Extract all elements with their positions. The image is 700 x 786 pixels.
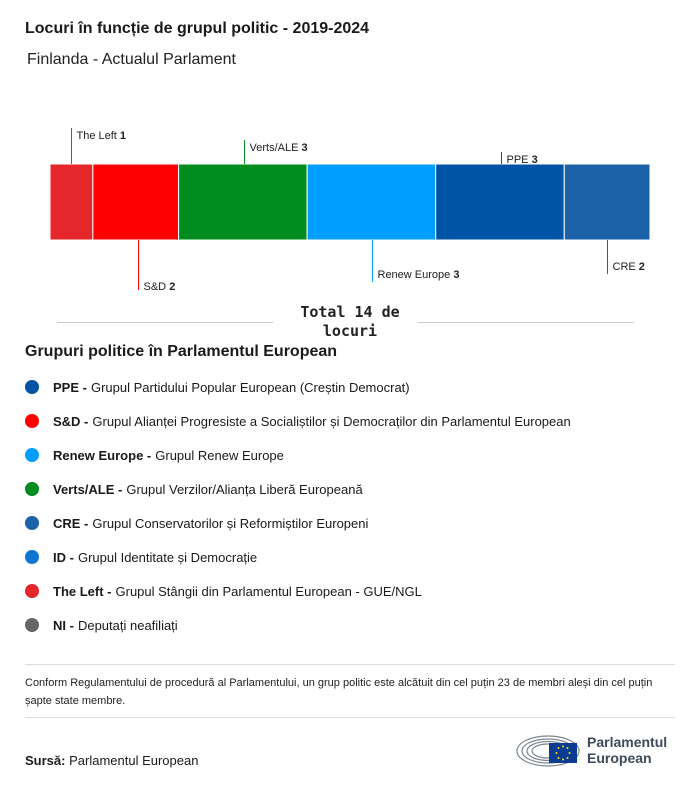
legend-title: Grupuri politice în Parlamentul European	[25, 343, 338, 360]
european-parliament-logo	[515, 727, 680, 771]
data-label-the-left: The Left 1	[76, 130, 127, 142]
footnote: Conform Regulamentului de procedură al Parlamentului, un grup politic este alcătuit din cel puțin 23 de membri aleși din cel puțin șapte state membre.	[25, 677, 653, 707]
legend-abbreviation: ID -	[53, 549, 74, 565]
legend-color-dot	[25, 414, 39, 428]
legend-color-dot	[25, 550, 39, 564]
legend-color-dot	[25, 482, 39, 496]
legend-group-name: Deputați neafiliați	[77, 617, 178, 633]
logo-text: Parlamentul European	[587, 734, 668, 766]
legend	[25, 370, 571, 642]
hemicycle-icon	[515, 727, 581, 771]
legend-abbreviation: NI -	[53, 617, 74, 633]
legend-group-name: Grupul Identitate și Democrație	[77, 549, 258, 565]
data-label-verts-ale: Verts/ALE 3	[249, 142, 308, 154]
data-label-cre: CRE 2	[612, 261, 645, 273]
legend-item	[25, 438, 571, 472]
bar-segment-renew-europe	[307, 164, 436, 240]
legend-group-name: Grupul Conservatorilor și Reformiștilor Europeni	[92, 515, 369, 531]
bar-segment-the-left	[50, 164, 93, 240]
legend-color-dot	[25, 584, 39, 598]
data-label-ppe: PPE 3	[506, 154, 538, 166]
legend-group-name: Grupul Renew Europe	[155, 447, 284, 463]
legend-abbreviation: S&D -	[53, 413, 89, 429]
total-divider-right	[418, 322, 634, 323]
legend-abbreviation: PPE -	[53, 379, 87, 395]
stacked-bar-chart	[0, 120, 700, 290]
divider	[25, 664, 675, 665]
bar-segment-verts-ale	[179, 164, 308, 240]
legend-color-dot	[25, 618, 39, 632]
data-label-s-d: S&D 2	[143, 281, 176, 290]
legend-group-name: Grupul Alianței Progresiste a Socialiștilor și Democraților din Parlamentul European	[92, 413, 571, 429]
total-divider-left	[57, 322, 273, 323]
legend-item	[25, 404, 571, 438]
legend-abbreviation: Renew Europe -	[53, 447, 152, 463]
legend-color-dot	[25, 516, 39, 530]
source	[25, 753, 198, 768]
legend-item	[25, 608, 571, 642]
bar-segment-s-d	[93, 164, 179, 240]
bar-segment-cre	[564, 164, 650, 240]
total-seats-label: Total 14 de locuri	[300, 303, 400, 340]
divider	[25, 717, 675, 718]
bar-segment-ppe	[436, 164, 565, 240]
legend-item	[25, 540, 571, 574]
legend-item	[25, 574, 571, 608]
legend-item	[25, 472, 571, 506]
legend-abbreviation: The Left -	[53, 583, 112, 599]
legend-color-dot	[25, 448, 39, 462]
legend-abbreviation: Verts/ALE -	[53, 481, 123, 497]
legend-group-name: Grupul Verzilor/Alianța Liberă Europeană	[126, 481, 363, 497]
data-label-renew-europe: Renew Europe 3	[377, 269, 460, 281]
chart-subtitle: Finlanda - Actualul Parlament	[27, 51, 236, 68]
chart-title: Locuri în funcție de grupul politic - 2019-2024	[25, 20, 370, 37]
legend-group-name: Grupul Stângii din Parlamentul European - GUE/NGL	[115, 583, 422, 599]
legend-item	[25, 506, 571, 540]
source-value: Parlamentul European	[69, 753, 199, 768]
legend-item	[25, 370, 571, 404]
legend-color-dot	[25, 380, 39, 394]
legend-group-name: Grupul Partidului Popular European (Creștin Democrat)	[90, 379, 410, 395]
source-label: Sursă:	[25, 753, 66, 768]
legend-abbreviation: CRE -	[53, 515, 89, 531]
